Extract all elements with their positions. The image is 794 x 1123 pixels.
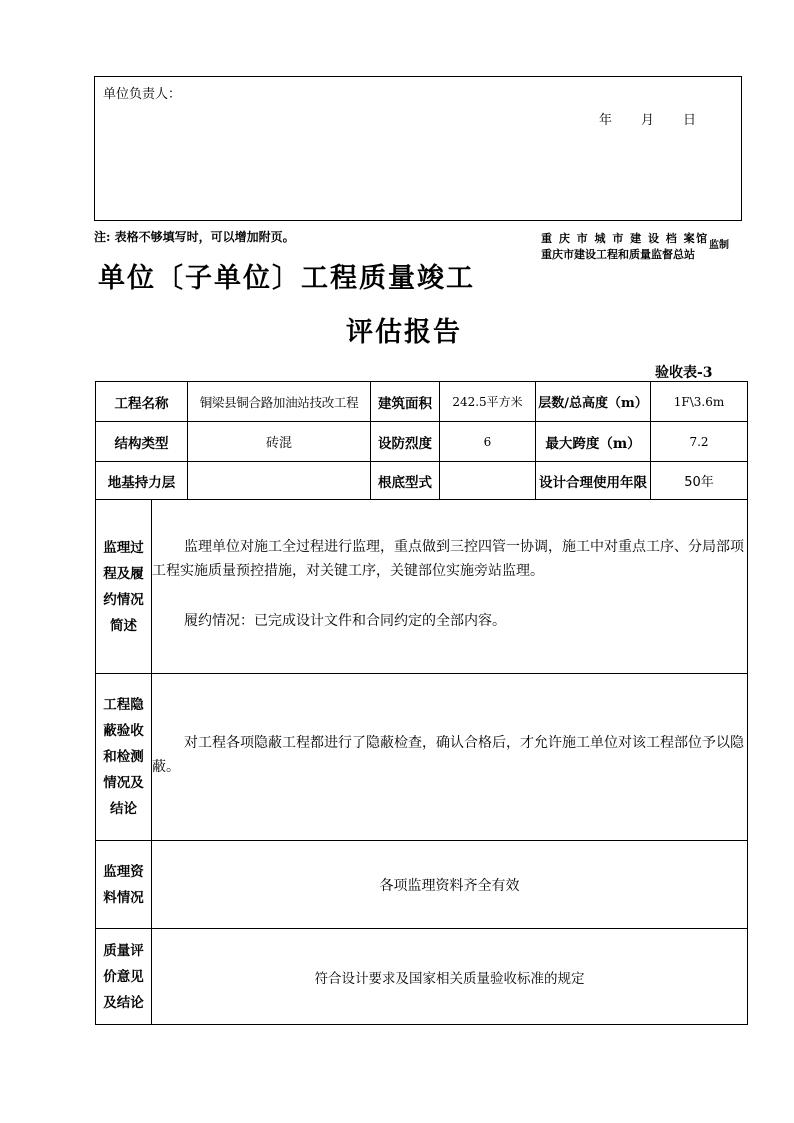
seismic-label: 设防烈度 <box>371 422 440 462</box>
hidden-works-content <box>152 674 748 841</box>
publisher-line1: 重 庆 市 城 市 建 设 档 案馆 <box>541 232 709 245</box>
table-row <box>96 841 748 929</box>
design-life-label: 设计合理使用年限 <box>536 462 651 500</box>
date-day: 日 <box>683 113 697 128</box>
form-number: 验收表-3 <box>655 365 713 381</box>
report-table <box>95 381 748 1025</box>
quality-content: 符合设计要求及国家相关质量验收标准的规定 <box>152 929 748 1025</box>
signature-label: 单位负责人： <box>103 87 182 102</box>
bearing-label: 地基持力层 <box>96 462 188 500</box>
structure-value: 砖混 <box>188 422 371 462</box>
supervision-content <box>152 500 748 674</box>
design-life-value: 50年 <box>651 462 748 500</box>
structure-label: 结构类型 <box>96 422 188 462</box>
table-row <box>96 500 748 674</box>
hidden-works-label: 工程隐 蔽验收 和检测 情况及 结论 <box>96 674 152 841</box>
supervision-paragraph: 监理单位对施工全过程进行监理，重点做到三控四管一协调，施工中对重点工序、分局部项工程实施质量预控措施，对关键工序，关键部位实施旁站监理。 <box>152 538 744 579</box>
table-row <box>96 929 748 1025</box>
publisher-supervised: 监制 <box>709 240 729 251</box>
span-value: 7.2 <box>651 422 748 462</box>
performance-paragraph: 履约情况：已完成设计文件和合同约定的全部内容。 <box>184 612 506 629</box>
table-row <box>96 462 748 500</box>
supervision-label: 监理过 程及履 约情况 简述 <box>96 500 152 674</box>
quality-label: 质量评 价意见 及结论 <box>96 929 152 1025</box>
footnote: 注: 表格不够填写时，可以增加附页。 <box>94 230 295 244</box>
span-label: 最大跨度（m） <box>536 422 651 462</box>
hidden-works-paragraph: 对工程各项隐蔽工程都进行了隐蔽检查，确认合格后，才允许施工单位对该工程部位予以隐蔽。 <box>152 735 744 775</box>
floors-label: 层数/总高度（m） <box>536 382 651 422</box>
table-row <box>96 422 748 462</box>
bearing-value <box>188 462 371 500</box>
publisher-line2: 重庆市建设工程和质量监督总站 <box>541 248 695 261</box>
table-row <box>96 382 748 422</box>
area-label: 建筑面积 <box>371 382 440 422</box>
project-name-value: 铜梁县铜合路加油站技改工程 <box>188 382 371 422</box>
docs-content: 各项监理资料齐全有效 <box>152 841 748 929</box>
table-row <box>96 674 748 841</box>
date-year: 年 <box>599 113 613 128</box>
seismic-value: 6 <box>440 422 536 462</box>
area-value: 242.5平方米 <box>440 382 536 422</box>
signature-box <box>94 76 742 221</box>
project-name-label: 工程名称 <box>96 382 188 422</box>
page-title-line2: 评估报告 <box>346 317 462 348</box>
foundation-value <box>440 462 536 500</box>
date-month: 月 <box>641 113 655 128</box>
foundation-label: 根底型式 <box>371 462 440 500</box>
floors-value: 1F\3.6m <box>651 382 748 422</box>
page-title-line1: 单位〔子单位〕工程质量竣工 <box>98 263 475 294</box>
docs-label: 监理资 料情况 <box>96 841 152 929</box>
